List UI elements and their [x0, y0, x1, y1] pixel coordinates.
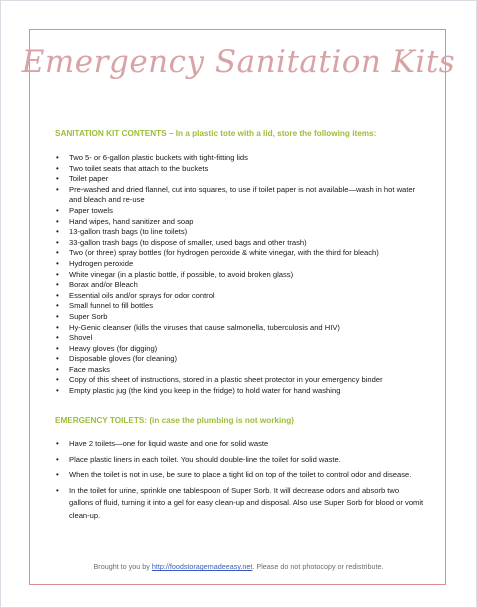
list-item: • Essential oils and/or sprays for odor control: [55, 291, 425, 302]
list-item: • 13-gallon trash bags (to line toilets): [55, 227, 425, 238]
list-item: • Two 5- or 6-gallon plastic buckets with tight-fitting lids: [55, 153, 425, 164]
kit-contents-subheading: In a plastic tote with a lid, store the following items:: [175, 129, 377, 138]
footer-prefix: Brought to you by: [93, 562, 150, 571]
footer-suffix: . Please do not photocopy or redistribute.: [252, 562, 384, 571]
list-item: • Heavy gloves (for digging): [55, 344, 425, 355]
list-item: • Two toilet seats that attach to the buckets: [55, 164, 425, 175]
list-item: • Toilet paper: [55, 174, 425, 185]
kit-contents-list: [55, 153, 425, 397]
list-item: • Copy of this sheet of instructions, stored in a plastic sheet protector in your emergency binder: [55, 375, 425, 386]
list-item: • Two (or three) spray bottles (for hydrogen peroxide & white vinegar, with the third for bleach): [55, 248, 425, 259]
list-item: • Disposable gloves (for cleaning): [55, 354, 425, 365]
list-item: • Hy-Genic cleanser (kills the viruses that cause salmonella, tuberculosis and HIV): [55, 323, 425, 334]
kit-contents-heading-label: SANITATION KIT CONTENTS –: [55, 129, 174, 138]
kit-contents-heading: [55, 129, 376, 138]
footer: [0, 562, 477, 571]
list-item: • Hydrogen peroxide: [55, 259, 425, 270]
list-item: • In the toilet for urine, sprinkle one tablespoon of Super Sorb. It will decrease odors and absorb two gallons of fluid, turning it into a gel for easy clean-up and disposal. Also use Super Sorb for blood or vomit clean-up.: [55, 485, 425, 523]
list-item: • Place plastic liners in each toilet. You should double-line the toilet for solid waste.: [55, 454, 425, 467]
list-item: • White vinegar (in a plastic bottle, if possible, to avoid broken glass): [55, 270, 425, 281]
list-item: • Have 2 toilets—one for liquid waste and one for solid waste: [55, 438, 425, 451]
list-item: • Face masks: [55, 365, 425, 376]
emergency-toilets-subheading: (in case the plumbing is not working): [149, 416, 294, 425]
list-item: • 33-gallon trash bags (to dispose of smaller, used bags and other trash): [55, 238, 425, 249]
list-item: • Shovel: [55, 333, 425, 344]
emergency-toilets-heading-label: EMERGENCY TOILETS:: [55, 416, 148, 425]
list-item: • Empty plastic jug (the kind you keep in the fridge) to hold water for hand washing: [55, 386, 425, 397]
emergency-toilets-heading: [55, 416, 294, 425]
footer-link[interactable]: http://foodstoragemadeeasy.net: [151, 562, 253, 571]
list-item: • Paper towels: [55, 206, 425, 217]
list-item: • When the toilet is not in use, be sure to place a tight lid on top of the toilet to control odor and disease.: [55, 469, 425, 482]
document-title: Emergency Sanitation Kits: [21, 44, 456, 80]
list-item: • Borax and/or Bleach: [55, 280, 425, 291]
emergency-toilets-list: [55, 438, 425, 526]
list-item: • Small funnel to fill bottles: [55, 301, 425, 312]
list-item: • Super Sorb: [55, 312, 425, 323]
list-item: • Hand wipes, hand sanitizer and soap: [55, 217, 425, 228]
list-item: • Pre-washed and dried flannel, cut into squares, to use if toilet paper is not available—wash in hot water and bleach and re-use: [55, 185, 425, 206]
